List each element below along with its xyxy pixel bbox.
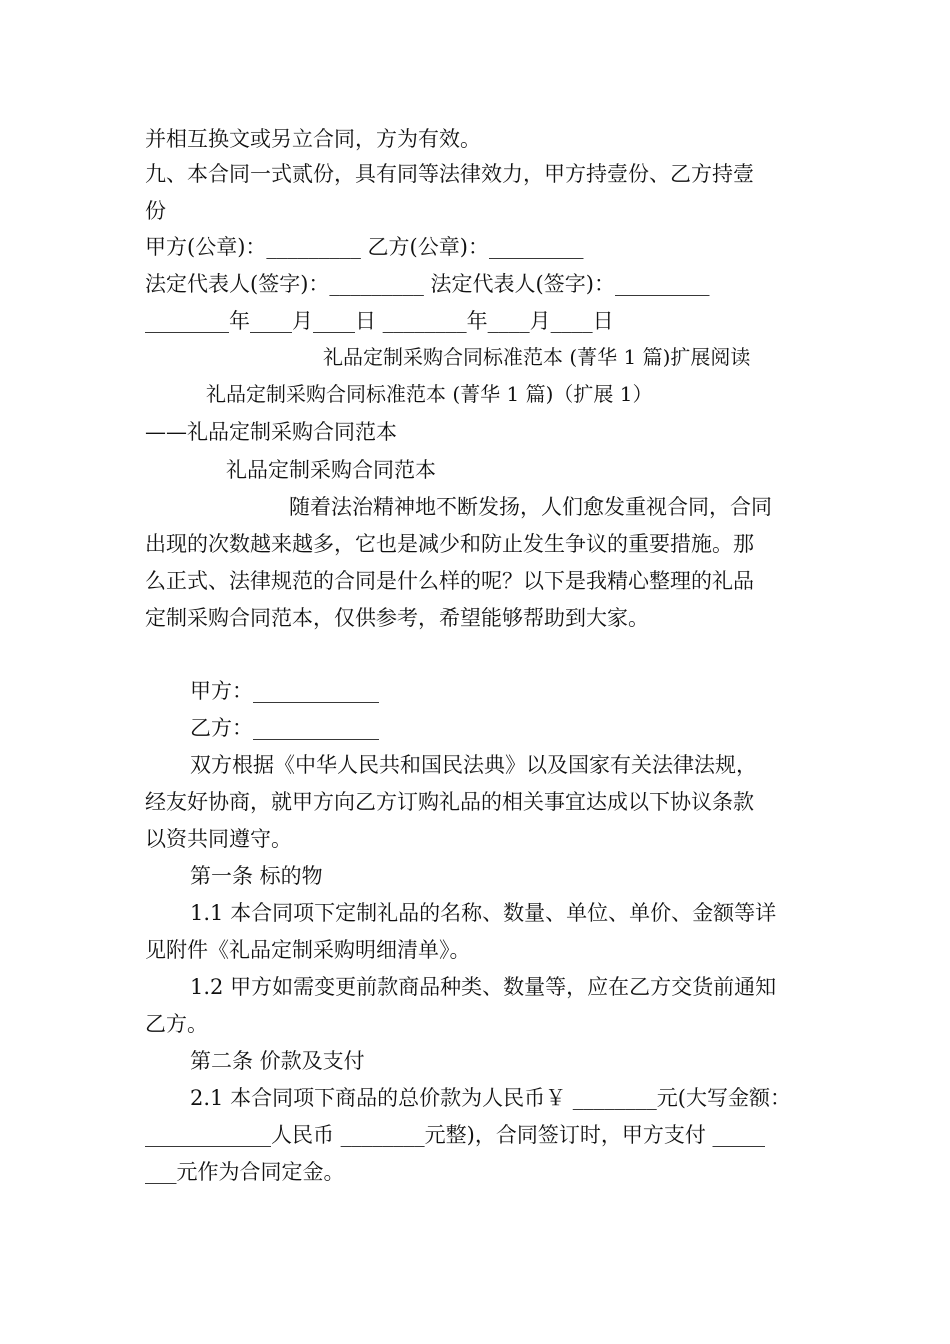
party-a-field: 甲方：____________ bbox=[190, 679, 379, 703]
text-line: 见附件《礼品定制采购明细清单》。 bbox=[145, 938, 471, 962]
text-line: 1.2 甲方如需变更前款商品种类、数量等，应在乙方交货前通知 bbox=[190, 975, 777, 999]
text-line: 经友好协商，就甲方向乙方订购礼品的相关事宜达成以下协议条款 bbox=[145, 790, 754, 814]
text-line: 份 bbox=[145, 199, 166, 223]
party-b-field: 乙方：____________ bbox=[190, 716, 379, 740]
document-title: 礼品定制采购合同范本 bbox=[226, 458, 436, 482]
text-line: 么正式、法律规范的合同是什么样的呢？以下是我精心整理的礼品 bbox=[145, 569, 754, 593]
section-heading: 礼品定制采购合同标准范本 (菁华 1 篇)扩展阅读 bbox=[323, 345, 751, 369]
text-line: ___元作为合同定金。 bbox=[145, 1160, 345, 1184]
article-heading: 第一条 标的物 bbox=[190, 864, 323, 888]
date-line: ________年____月____日 ________年____月____日 bbox=[145, 309, 614, 333]
text-line: 并相互换文或另立合同，方为有效。 bbox=[145, 127, 481, 151]
text-line: 定制采购合同范本，仅供参考，希望能够帮助到大家。 bbox=[145, 606, 649, 630]
text-line: 1.1 本合同项下定制礼品的名称、数量、单位、单价、金额等详 bbox=[190, 901, 777, 925]
text-line: 乙方。 bbox=[145, 1012, 208, 1036]
text-line: 以资共同遵守。 bbox=[145, 827, 292, 851]
text-line: 随着法治精神地不断发扬，人们愈发重视合同，合同 bbox=[289, 495, 772, 519]
section-subheading: 礼品定制采购合同标准范本 (菁华 1 篇)（扩展 1） bbox=[206, 382, 653, 406]
section-subtitle: ——礼品定制采购合同范本 bbox=[145, 420, 397, 444]
signature-line-seal: 甲方(公章)：_________ 乙方(公章)：_________ bbox=[145, 235, 584, 259]
text-line: 2.1 本合同项下商品的总价款为人民币￥ ________元(大写金额： bbox=[190, 1086, 791, 1110]
text-line: 双方根据《中华人民共和国民法典》以及国家有关法律法规， bbox=[190, 753, 757, 777]
signature-line-representative: 法定代表人(签字)：_________ 法定代表人(签字)：_________ bbox=[145, 272, 710, 296]
article-heading: 第二条 价款及支付 bbox=[190, 1049, 365, 1073]
text-line: 九、本合同一式贰份，具有同等法律效力，甲方持壹份、乙方持壹 bbox=[145, 162, 754, 186]
text-line: ____________人民币 ________元整)，合同签订时，甲方支付 _____ bbox=[145, 1123, 766, 1147]
text-line: 出现的次数越来越多，它也是减少和防止发生争议的重要措施。那 bbox=[145, 532, 754, 556]
